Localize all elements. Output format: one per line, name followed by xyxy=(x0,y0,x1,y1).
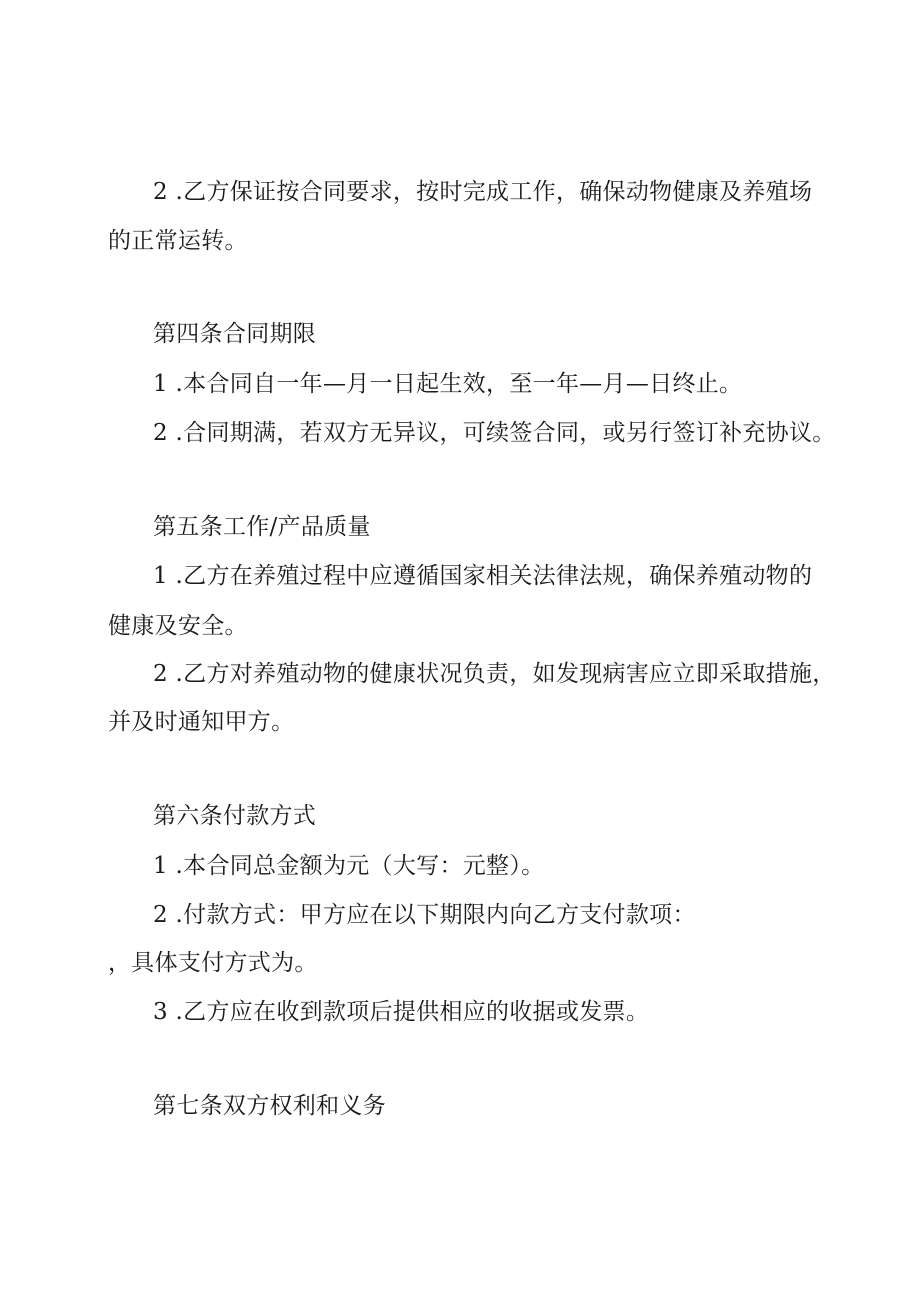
clause5-item2-line2: 并及时通知甲方。 xyxy=(108,709,295,735)
clause6-item3: 3 .乙方应在收到款项后提供相应的收据或发票。 xyxy=(153,999,650,1025)
clause5-heading: 第五条工作/产品质量 xyxy=(153,514,371,540)
clause4-heading: 第四条合同期限 xyxy=(153,321,317,347)
clause7-heading: 第七条双方权利和义务 xyxy=(153,1093,386,1119)
clause3-item2-line1: 2 .乙方保证按合同要求，按时完成工作，确保动物健康及养殖场 xyxy=(153,179,813,205)
clause5-item1-line2: 健康及安全。 xyxy=(108,613,248,639)
clause6-item2-line2: ，具体支付方式为。 xyxy=(108,950,318,976)
clause3-item2-line2: 的正常运转。 xyxy=(108,228,248,254)
clause4-item2: 2 .合同期满，若双方无异议，可续签合同，或另行签订补充协议。 xyxy=(153,420,836,446)
clause6-heading: 第六条付款方式 xyxy=(153,803,317,829)
clause4-item1: 1 .本合同自一年—月一日起生效，至一年—月—日终止。 xyxy=(153,371,743,397)
clause6-item2-line1: 2 .付款方式：甲方应在以下期限内向乙方支付款项： xyxy=(153,902,696,928)
clause5-item1-line1: 1 .乙方在养殖过程中应遵循国家相关法律法规，确保养殖动物的 xyxy=(153,563,813,589)
clause6-item1: 1 .本合同总金额为元（大写：元整）。 xyxy=(153,853,545,879)
clause5-item2-line1: 2 .乙方对养殖动物的健康状况负责，如发现病害应立即采取措施， xyxy=(153,661,836,687)
